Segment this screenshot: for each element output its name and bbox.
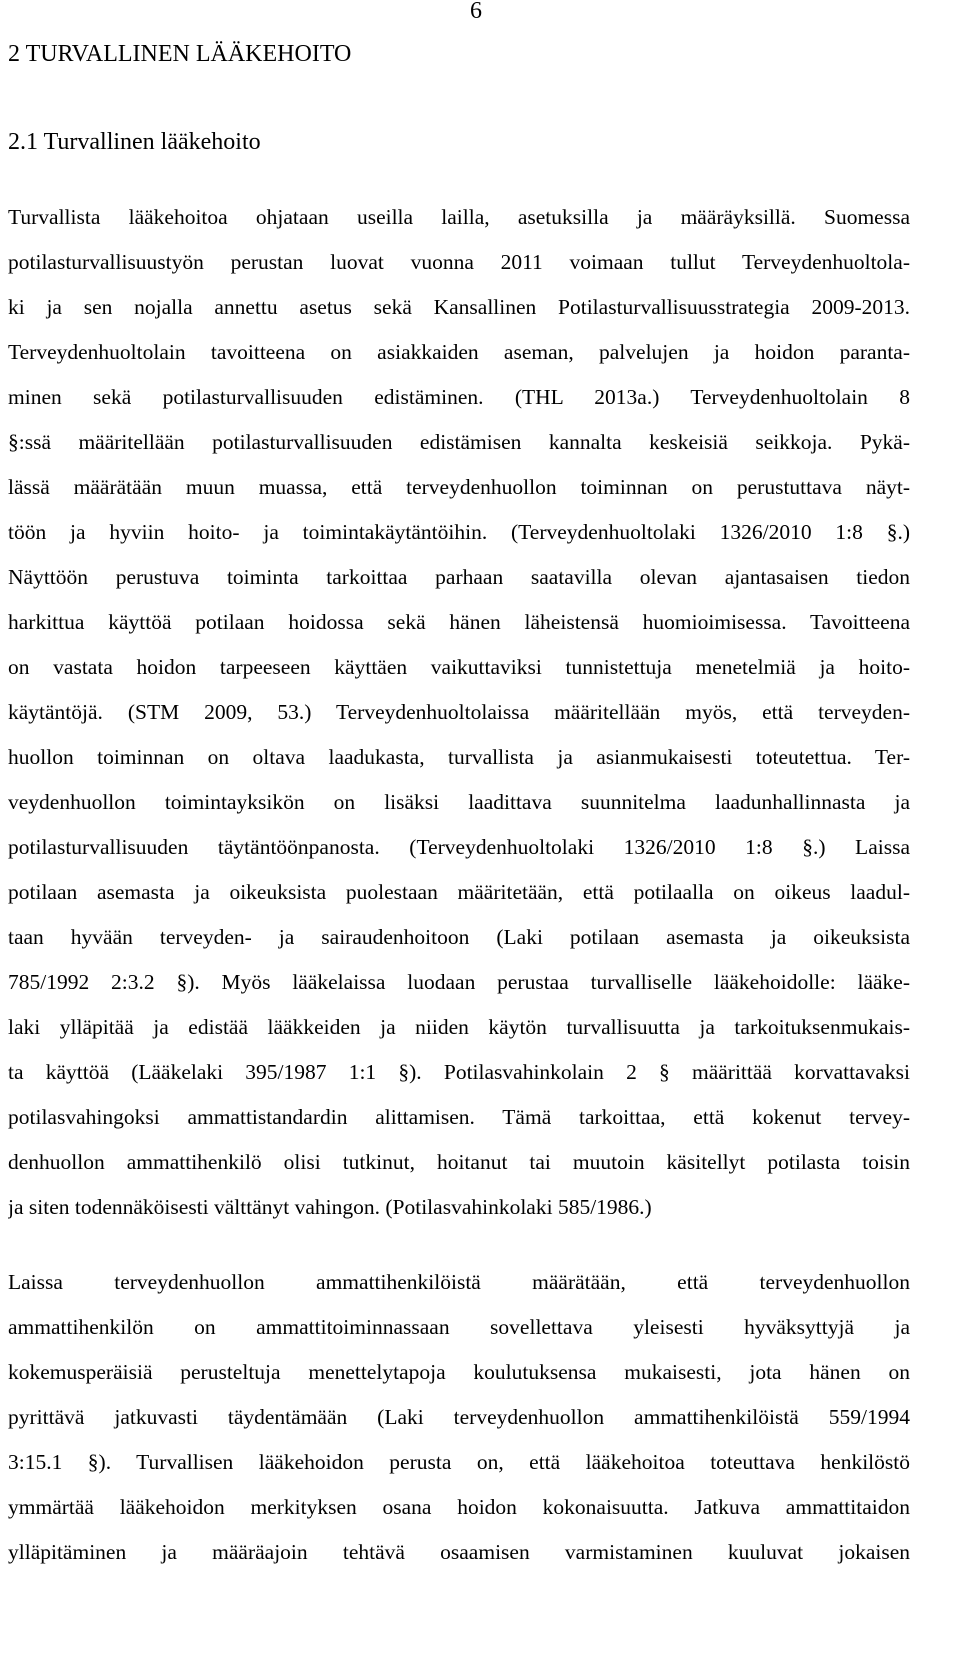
text-line: pyrittävä jatkuvasti täydentämään (Laki terveydenhuollon ammattihenkilöistä 559/1994 (8, 1405, 910, 1429)
text-line: ammattihenkilön on ammattitoiminnassaan sovellettava yleisesti hyväksyttyjä ja (8, 1315, 910, 1339)
text-line: potilaan asemasta ja oikeuksista puolestaan määritetään, että potilaalla on oikeus laadul- (8, 880, 910, 904)
text-line: ylläpitäminen ja määräajoin tehtävä osaamisen varmistaminen kuuluvat jokaisen (8, 1540, 910, 1564)
text-line: 3:15.1 §). Turvallisen lääkehoidon perusta on, että lääkehoitoa toteuttava henkilöstö (8, 1450, 910, 1474)
page-number: 6 (470, 0, 482, 24)
text-line: potilasturvallisuuden täytäntöönpanosta. (Terveydenhuoltolaki 1326/2010 1:8 §.) Laissa (8, 835, 910, 859)
text-line: ta käyttöä (Lääkelaki 395/1987 1:1 §). Potilasvahinkolain 2 § määrittää korvattavaksi (8, 1060, 910, 1084)
text-line: Terveydenhuoltolain tavoitteena on asiakkaiden aseman, palvelujen ja hoidon paranta- (8, 340, 910, 364)
text-line: on vastata hoidon tarpeeseen käyttäen vaikuttaviksi tunnistettuja menetelmiä ja hoito- (8, 655, 910, 679)
text-line: ki ja sen nojalla annettu asetus sekä Kansallinen Potilasturvallisuusstrategia 2009-2013. (8, 295, 910, 319)
text-line: lässä määrätään muun muassa, että terveydenhuollon toiminnan on perustuttava näyt- (8, 475, 910, 499)
text-line: veydenhuollon toimintayksikön on lisäksi laadittava suunnitelma laadunhallinnasta ja (8, 790, 910, 814)
text-line: kokemusperäisiä perusteltuja menettelytapoja koulutuksensa mukaisesti, jota hänen on (8, 1360, 910, 1384)
text-line: denhuollon ammattihenkilö olisi tutkinut, hoitanut tai muutoin käsitellyt potilasta toisin (8, 1150, 910, 1174)
text-line: taan hyvään terveyden- ja sairaudenhoitoon (Laki potilaan asemasta ja oikeuksista (8, 925, 910, 949)
text-line: töön ja hyviin hoito- ja toimintakäytäntöihin. (Terveydenhuoltolaki 1326/2010 1:8 §.) (8, 520, 910, 544)
text-line: harkittua käyttöä potilaan hoidossa sekä hänen läheistensä huomioimisessa. Tavoitteena (8, 610, 910, 634)
text-line: huollon toiminnan on oltava laadukasta, turvallista ja asianmukaisesti toteutettua. Ter- (8, 745, 910, 769)
text-line: potilasturvallisuustyön perustan luovat vuonna 2011 voimaan tullut Terveydenhuoltola- (8, 250, 910, 274)
text-line: minen sekä potilasturvallisuuden edistäminen. (THL 2013a.) Terveydenhuoltolain 8 (8, 385, 910, 409)
text-line: Laissa terveydenhuollon ammattihenkilöistä määrätään, että terveydenhuollon (8, 1270, 910, 1294)
text-line: potilasvahingoksi ammattistandardin alittamisen. Tämä tarkoittaa, että kokenut tervey- (8, 1105, 910, 1129)
text-line: §:ssä määritellään potilasturvallisuuden edistämisen kannalta keskeisiä seikkoja. Pykä- (8, 430, 910, 454)
text-line: ja siten todennäköisesti välttänyt vahingon. (Potilasvahinkolaki 585/1986.) (8, 1195, 652, 1219)
text-line: Turvallista lääkehoitoa ohjataan useilla lailla, asetuksilla ja määräyksillä. Suomessa (8, 205, 910, 229)
text-line: ymmärtää lääkehoidon merkityksen osana hoidon kokonaisuutta. Jatkuva ammattitaidon (8, 1495, 910, 1519)
text-line: 785/1992 2:3.2 §). Myös lääkelaissa luodaan perustaa turvalliselle lääkehoidolle: lääke- (8, 970, 910, 994)
text-line: laki ylläpitää ja edistää lääkkeiden ja niiden käytön turvallisuutta ja tarkoituksenmukais- (8, 1015, 910, 1039)
body-paragraph-2 (8, 1260, 910, 1575)
text-line: Näyttöön perustuva toiminta tarkoittaa parhaan saatavilla olevan ajantasaisen tiedon (8, 565, 910, 589)
body-paragraph-1 (8, 195, 910, 1230)
text-line: käytäntöjä. (STM 2009, 53.) Terveydenhuoltolaissa määritellään myös, että terveyden- (8, 700, 910, 724)
chapter-heading: 2 TURVALLINEN LÄÄKEHOITO (8, 41, 352, 67)
section-heading: 2.1 Turvallinen lääkehoito (8, 129, 261, 155)
